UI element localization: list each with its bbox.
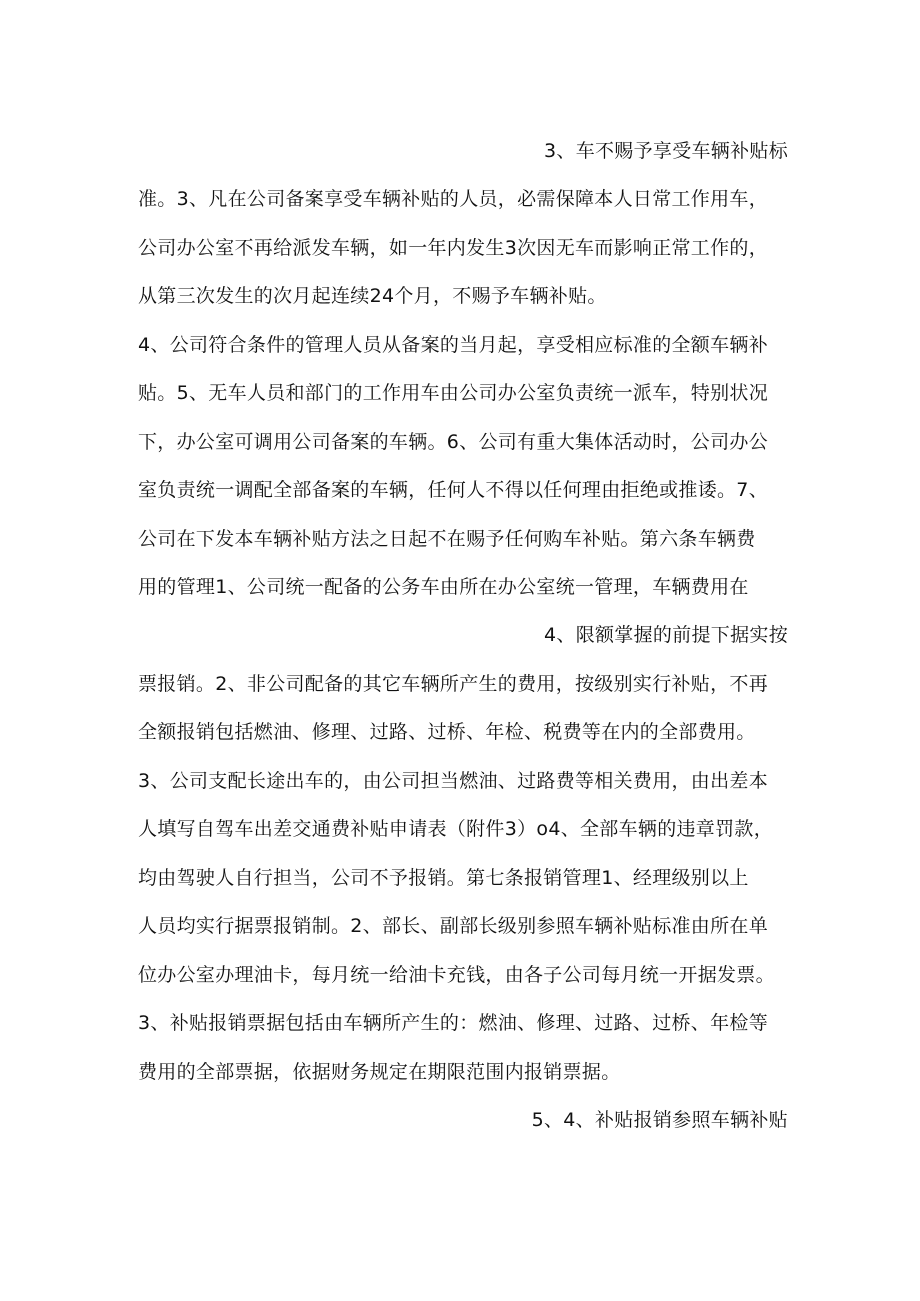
text-line: 票报销。2、非公司配备的其它车辆所产生的费用，按级别实行补贴，不再 [138, 673, 768, 695]
text-line: 公司办公室不再给派发车辆，如一年内发生3次因无车而影响正常工作的， [138, 237, 768, 259]
text-line: 费用的全部票据，依据财务规定在期限范围内报销票据。 [138, 1061, 621, 1083]
text-line: 均由驾驶人自行担当，公司不予报销。第七条报销管理1、经理级别以上 [138, 867, 749, 889]
text-line: 5、4、补贴报销参照车辆补贴 [531, 1109, 788, 1131]
text-line: 公司在下发本车辆补贴方法之日起不在赐予任何购车补贴。第六条车辆费 [138, 528, 756, 550]
text-line: 3、车不赐予享受车辆补贴标 [544, 140, 788, 162]
text-line: 4、公司符合条件的管理人员从备案的当月起，享受相应标准的全额车辆补 [138, 334, 768, 356]
text-line: 人员均实行据票报销制。2、部长、副部长级别参照车辆补贴标准由所在单 [138, 915, 768, 937]
text-line: 位办公室办理油卡，每月统一给油卡充钱，由各子公司每月统一开据发票。 [138, 964, 775, 986]
text-line: 准。3、凡在公司备案享受车辆补贴的人员，必需保障本人日常工作用车， [138, 188, 768, 210]
text-line: 人填写自驾车出差交通费补贴申请表（附件3）o4、全部车辆的违章罚款， [138, 818, 774, 840]
text-line: 贴。5、无车人员和部门的工作用车由公司办公室负责统一派车，特别状况 [138, 382, 768, 404]
text-line: 从第三次发生的次月起连续24个月，不赐予车辆补贴。 [138, 285, 607, 307]
text-line: 下，办公室可调用公司备案的车辆。6、公司有重大集体活动时，公司办公 [138, 431, 768, 453]
text-line: 室负责统一调配全部备案的车辆，任何人不得以任何理由拒绝或推诿。7、 [138, 479, 768, 501]
text-line: 3、补贴报销票据包括由车辆所产生的：燃油、修理、过路、过桥、年检等 [138, 1012, 768, 1034]
text-line: 3、公司支配长途出车的，由公司担当燃油、过路费等相关费用，由出差本 [138, 770, 768, 792]
text-line: 用的管理1、公司统一配备的公务车由所在办公室统一管理，车辆费用在 [138, 576, 749, 598]
text-line: 4、限额掌握的前提下据实按 [544, 624, 788, 646]
text-line: 全额报销包括燃油、修理、过路、过桥、年检、税费等在内的全部费用。 [138, 721, 756, 743]
